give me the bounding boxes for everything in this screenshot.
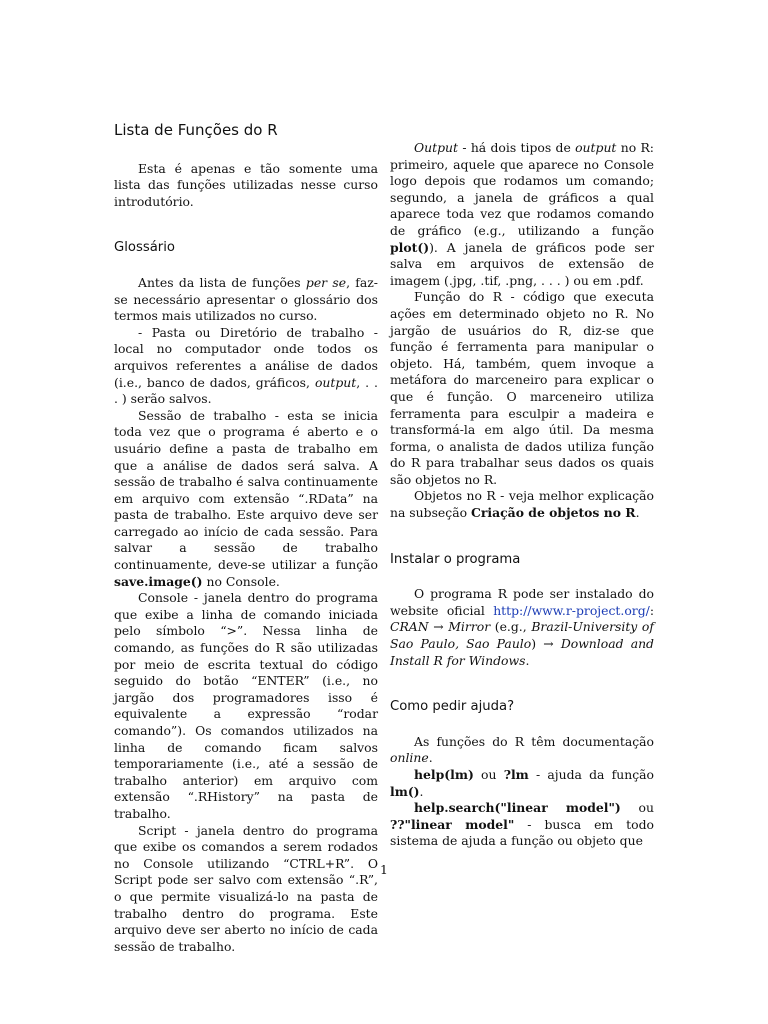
help-search-paragraph: help.search("linear model") ou ??"linear model" - busca em todo sistema de ajuda a função ou objeto que xyxy=(390,800,654,849)
intro-paragraph: Esta é apenas e tão somente uma lista das funções utilizadas nesse curso introdutório. xyxy=(114,160,378,209)
funcao-paragraph: Função do R - código que executa ações em determinado objeto no R. No jargão de usuários do R, diz-se que função é ferramenta para manipular o objeto. Há, também, quem invoque a metáfora do marceneiro para explicar o que é função. O marceneiro utiliza ferramenta para esculpir a madeira e transformá-la em algo útil. Da mesma forma, o analista de dados utiliza função do R para trabalhar seus dados os quais são objetos no R. xyxy=(390,289,654,487)
objetos-paragraph: Objetos no R - veja melhor explicação na subseção Criação de objetos no R. xyxy=(390,488,654,521)
sessao-paragraph: Sessão de trabalho - esta se inicia toda vez que o programa é aberto e o usuário define a pasta de trabalho em que a análise de dados será salva. A sessão de trabalho é salva continuamente em arquivo com extensão “.RData” na pasta de trabalho. Este arquivo deve ser carregado ao início de cada sessão. Para salvar a sessão de trabalho continuamente, deve-se utilizar a função save.image() no Console. xyxy=(114,407,378,589)
right-column xyxy=(390,0,654,850)
ajuda-intro-paragraph: As funções do R têm documentação online. xyxy=(390,733,654,766)
arrow-icon: → xyxy=(433,619,444,635)
instalar-heading: Instalar o programa xyxy=(390,551,521,567)
glossario-intro-paragraph: Antes da lista de funções per se, faz-se necessário apresentar o glossário dos termos mais utilizados no curso. xyxy=(114,274,378,324)
arrow-icon: → xyxy=(543,636,554,652)
pasta-paragraph: - Pasta ou Diretório de trabalho - local no computador onde todos os arquivos referentes a análise de dados (i.e., banco de dados, gráficos, output, . . . ) serão salvos. xyxy=(114,324,378,407)
page-number: 1 xyxy=(380,862,388,877)
r-project-link[interactable]: http://www.r-project.org/ xyxy=(493,602,650,618)
glossario-heading: Glossário xyxy=(114,240,175,256)
help-lm-paragraph: help(lm) ou ?lm - ajuda da função lm(). xyxy=(390,767,654,799)
output-paragraph: Output - há dois tipos de output no R: primeiro, aquele que aparece no Console logo depois que rodamos um comando; segundo, a janela de gráficos a qual aparece toda vez que rodamos comando de gráfico (e.g., utilizando a função plot()). A janela de gráficos pode ser salva em arquivos de extensão de imagem (.jpg, .tif, .png, . . . ) ou em .pdf. xyxy=(390,140,654,288)
instalar-paragraph: O programa R pode ser instalado do website oficial http://www.r-project.org/: CRAN → Mirror (e.g., Brazil-University of Sao Paulo, Sao Paulo) → Download and Install R for Windows. xyxy=(390,586,654,668)
document-title: Lista de Funções do R xyxy=(114,121,278,139)
ajuda-heading: Como pedir ajuda? xyxy=(390,699,515,715)
left-column xyxy=(114,0,378,955)
console-paragraph: Console - janela dentro do programa que exibe a linha de comando iniciada pelo símbolo “>”. Nessa linha de comando, as funções do R são utilizadas por meio de escrita textual do código seguido do botão “ENTER” (i.e., no jargão dos programadores isso é equivalente a expressão “rodar comando”). Os comandos utilizados na linha de comando ficam salvos temporariamente (i.e., até a sessão de trabalho anterior) em arquivo com extensão “.RHistory” na pasta de trabalho. xyxy=(114,590,378,821)
script-paragraph: Script - janela dentro do programa que exibe os comandos a serem rodados no Console utilizando “CTRL+R”. O Script pode ser salvo com extensão “.R”, o que permite visualizá-lo na pasta de trabalho dentro do programa. Este arquivo deve ser aberto no início de cada sessão de trabalho. xyxy=(114,822,378,954)
